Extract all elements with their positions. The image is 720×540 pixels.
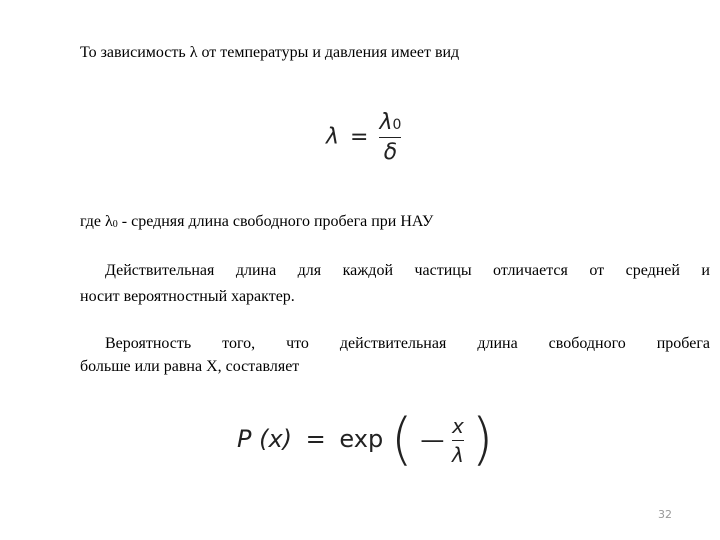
lambda-symbol: λ — [189, 44, 198, 61]
intro-line — [80, 43, 459, 63]
formula-probability — [237, 407, 494, 472]
formula2-lparen: ( — [390, 407, 413, 472]
intro-suffix: от температуры и давления имеет вид — [197, 44, 460, 61]
formula2-lhs: P (x) — [237, 425, 293, 453]
where-line — [80, 212, 433, 235]
formula2-eq: = — [305, 425, 326, 453]
page-number: 32 — [658, 508, 672, 521]
formula2-den: λ — [451, 442, 464, 467]
formula1-num-sub: 0 — [392, 117, 402, 133]
formula2-minus: — — [420, 426, 445, 454]
formula1-eq: = — [350, 124, 369, 150]
formula2-fraction — [452, 414, 464, 467]
paragraph-1-line-2: носит вероятностный характер. — [80, 288, 295, 305]
formula-lambda — [326, 110, 401, 165]
formula2-rparen: ) — [471, 407, 494, 472]
fraction-bar — [379, 137, 401, 138]
formula1-den: δ — [383, 140, 398, 165]
paragraph-2-line-2: больше или равна Х, составляет — [80, 358, 300, 375]
where-suffix: - средняя длина свободного пробега при НАУ — [117, 213, 434, 230]
where-prefix: где — [80, 213, 106, 230]
intro-prefix: То зависимость — [80, 44, 190, 61]
formula2-func: exp — [339, 425, 384, 453]
fraction-bar — [452, 440, 464, 441]
formula1-fraction — [379, 110, 401, 165]
formula2-num: x — [451, 413, 464, 438]
paragraph-1: Действительная длина для каждой частицы отличается от средней и — [105, 262, 710, 279]
formula1-lhs: λ — [326, 124, 340, 150]
paragraph-2: Вероятность того, что действительная длина свободного пробега — [105, 335, 710, 352]
lambda-zero-symbol: λ — [105, 213, 113, 230]
formula1-num: λ — [379, 110, 393, 135]
lambda-zero-sub: 0 — [112, 219, 118, 230]
